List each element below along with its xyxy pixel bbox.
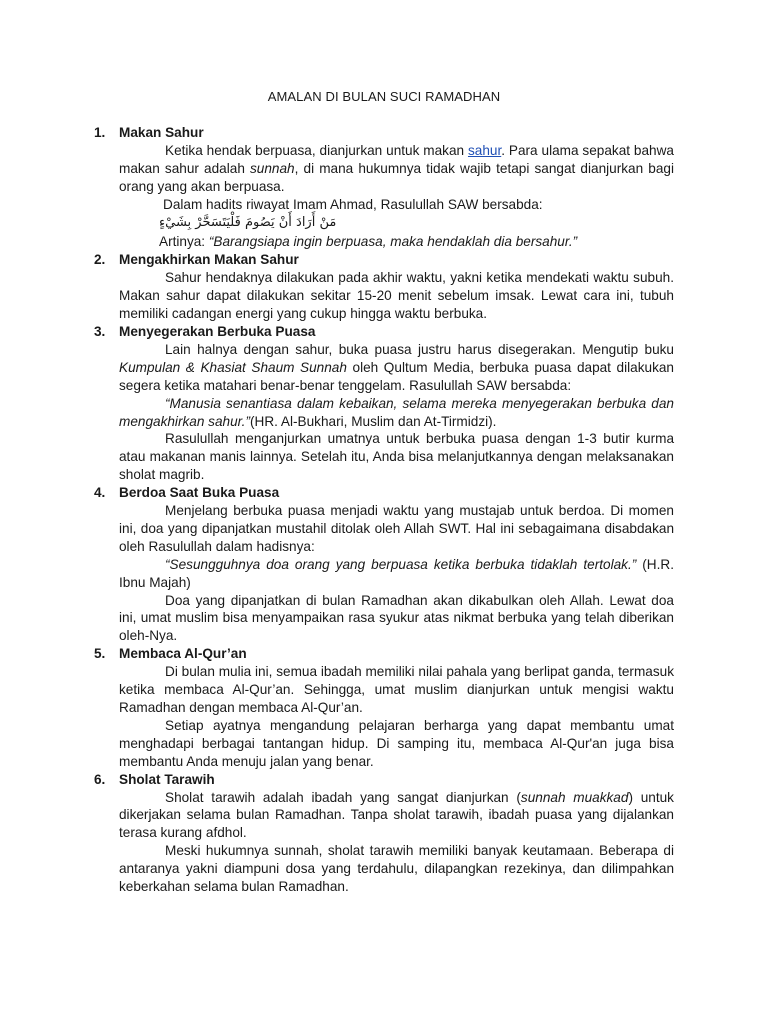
hadith-quote: [119, 556, 674, 592]
quote-reference: (HR. Al-Bukhari, Muslim dan At-Tirmidzi).: [249, 413, 497, 429]
arabic-hadith: [119, 213, 674, 233]
section-mengakhirkan-sahur: [94, 251, 674, 323]
quote-text: “Manusia senantiasa dalam kebaikan, selama mereka menyegerakan berbuka dan mengakhirkan sahur.”: [119, 395, 674, 429]
section-title: Makan Sahur: [119, 124, 204, 140]
section-number: 3.: [94, 323, 106, 339]
section-heading: [94, 251, 674, 269]
translation-line: [119, 233, 674, 251]
paragraph: [119, 142, 674, 196]
section-number: 5.: [94, 646, 106, 662]
paragraph: Meski hukumnya sunnah, sholat tarawih memiliki banyak keutamaan. Beberapa di antaranya yakni diampuni dosa yang terdahulu, dilapangkan rezekinya, dan dilimpahkan keberkahan selama bulan Ramadhan.: [119, 843, 674, 895]
text-run: Sholat tarawih adalah ibadah yang sangat dianjurkan (: [165, 789, 521, 805]
translation-text: “Barangsiapa ingin berpuasa, maka hendaklah dia bersahur.”: [208, 234, 578, 250]
section-membaca-quran: [94, 645, 674, 770]
section-title: Menyegerakan Berbuka Puasa: [119, 323, 316, 339]
section-makan-sahur: [94, 124, 674, 251]
section-title: Sholat Tarawih: [119, 771, 215, 787]
paragraph: Menjelang berbuka puasa menjadi waktu yang mustajab untuk berdoa. Di momen ini, doa yang dipanjatkan mustahil ditolak oleh Allah SWT. Hal ini sebagaimana disabdakan oleh Rasulullah dalam hadisnya:: [119, 503, 674, 554]
sahur-link[interactable]: sahur: [467, 142, 502, 158]
italic-term: sunnah muakkad: [520, 789, 629, 805]
section-title: Membaca Al-Qur’an: [119, 646, 247, 662]
arabic-text: مَنْ أَرَادَ أَنْ يَصُومَ فَلْيَتَسَحَّرْ بِشَيْءٍ: [159, 215, 337, 231]
text-run: . Para ulama sepakat bahwa makan sahur adalah: [119, 142, 674, 176]
quote-text: “Sesungguhnya doa orang yang berpuasa ketika berbuka tidaklah tertolak.”: [165, 556, 637, 572]
section-title: Berdoa Saat Buka Puasa: [119, 485, 280, 501]
italic-term: sunnah: [250, 160, 295, 176]
section-number: 1.: [94, 124, 106, 140]
section-heading: [94, 124, 674, 142]
section-number: 4.: [94, 485, 106, 501]
translation-label: Artinya:: [159, 234, 209, 250]
section-menyegerakan-berbuka: [94, 323, 674, 484]
document-body: [94, 88, 674, 896]
section-number: 2.: [94, 252, 106, 268]
hadith-quote: [119, 395, 674, 431]
paragraph: Rasulullah menganjurkan umatnya untuk berbuka puasa dengan 1-3 butir kurma atau makanan manis lainnya. Setelah itu, Anda bisa melanjutkannya dengan melaksanakan sholat magrib.: [119, 431, 674, 483]
paragraph: [119, 341, 674, 395]
section-heading: [94, 323, 674, 341]
paragraph: Setiap ayatnya mengandung pelajaran berharga yang dapat membantu umat menghadapi berbagai tantangan hidup. Di samping itu, membaca Al-Qur'an juga bisa membantu Anda menuju jalan yang benar.: [119, 717, 674, 769]
quote-reference: (H.R. Ibnu Majah): [119, 556, 674, 590]
paragraph: Di bulan mulia ini, semua ibadah memiliki nilai pahala yang berlipat ganda, termasuk ketika membaca Al-Qur’an. Sehingga, umat muslim dianjurkan untuk mengisi waktu Ramadhan dengan membaca Al-Qur’an.: [119, 664, 674, 715]
paragraph: [119, 789, 674, 843]
section-heading: [94, 771, 674, 789]
book-title: Kumpulan & Khasiat Shaum Sunnah: [119, 359, 347, 375]
text-run: Ketika hendak berpuasa, dianjurkan untuk makan: [165, 142, 468, 158]
paragraph: Sahur hendaknya dilakukan pada akhir waktu, yakni ketika mendekati waktu subuh. Makan sahur dapat dilakukan sekitar 15-20 menit sebelum imsak. Lewat cara ini, tubuh memiliki cadangan energi yang cukup hingga waktu berbuka.: [119, 270, 674, 322]
text-run: , di mana hukumnya tidak wajib tetapi sangat dianjurkan bagi orang yang akan berpuasa.: [119, 160, 674, 194]
paragraph: Doa yang dipanjatkan di bulan Ramadhan akan dikabulkan oleh Allah. Lewat doa ini, umat muslim bisa menyampaikan rasa syukur atas nikmat berbuka yang telah diberikan oleh-Nya.: [119, 592, 674, 644]
text-run: ) untuk dikerjakan selama bulan Ramadhan. Tanpa sholat tarawih, ibadah puasa yang dijalankan terasa kurang afdhol.: [119, 789, 674, 841]
section-berdoa: [94, 484, 674, 645]
paragraph: Dalam hadits riwayat Imam Ahmad, Rasulullah SAW bersabda:: [163, 196, 543, 212]
section-heading: [94, 645, 674, 663]
text-run: oleh Qultum Media, berbuka puasa dapat dilakukan segera ketika matahari benar-benar tenggelam. Rasulullah SAW bersabda:: [119, 359, 674, 393]
section-heading: [94, 484, 674, 502]
section-title: Mengakhirkan Makan Sahur: [119, 252, 299, 268]
text-run: Lain halnya dengan sahur, buka puasa justru harus disegerakan. Mengutip buku: [165, 341, 674, 357]
document-title: AMALAN DI BULAN SUCI RAMADHAN: [267, 89, 501, 104]
section-number: 6.: [94, 771, 106, 787]
section-sholat-tarawih: [94, 771, 674, 896]
